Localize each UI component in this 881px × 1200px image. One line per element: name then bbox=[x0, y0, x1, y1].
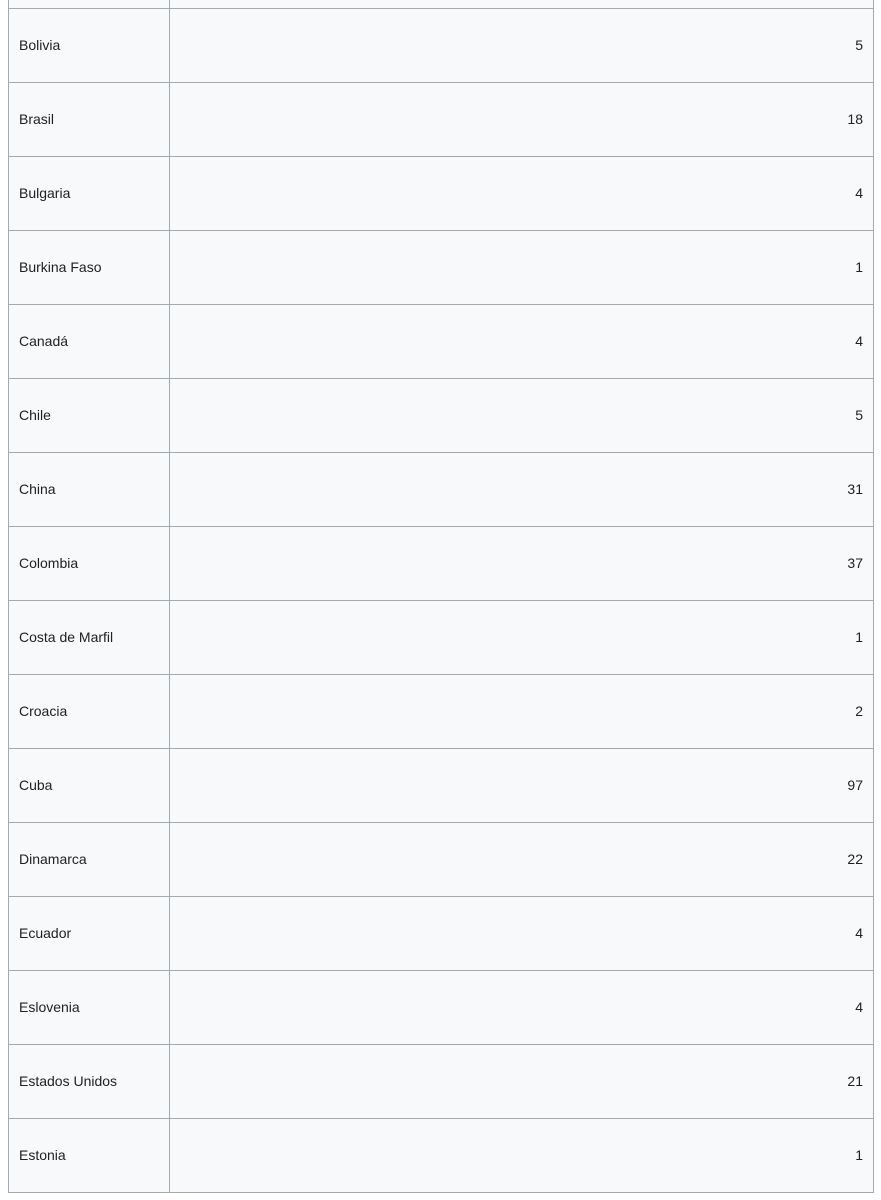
table-row bbox=[9, 1045, 874, 1119]
table-row bbox=[9, 231, 874, 305]
value-cell: 4 bbox=[170, 971, 874, 1045]
country-cell: Estados Unidos bbox=[9, 1045, 170, 1119]
country-cell: Ecuador bbox=[9, 897, 170, 971]
table-row bbox=[9, 601, 874, 675]
country-cell: Canadá bbox=[9, 305, 170, 379]
table-row bbox=[9, 749, 874, 823]
countries-table bbox=[8, 0, 874, 1193]
country-cell: Bulgaria bbox=[9, 157, 170, 231]
value-cell: 4 bbox=[170, 305, 874, 379]
table-row bbox=[9, 9, 874, 83]
value-cell: 37 bbox=[170, 527, 874, 601]
table-row bbox=[9, 897, 874, 971]
value-cell: 5 bbox=[170, 9, 874, 83]
value-cell: 18 bbox=[170, 83, 874, 157]
value-cell: 5 bbox=[170, 379, 874, 453]
country-cell: Estonia bbox=[9, 1119, 170, 1193]
country-cell: Eslovenia bbox=[9, 971, 170, 1045]
table-row bbox=[9, 157, 874, 231]
table-row bbox=[9, 971, 874, 1045]
country-cell: Bolivia bbox=[9, 9, 170, 83]
table-row bbox=[9, 823, 874, 897]
table-row bbox=[9, 675, 874, 749]
country-cell: Costa de Marfil bbox=[9, 601, 170, 675]
value-cell: 4 bbox=[170, 897, 874, 971]
value-cell bbox=[170, 0, 874, 9]
table-row-partial bbox=[9, 0, 874, 9]
value-cell: 22 bbox=[170, 823, 874, 897]
table-row bbox=[9, 83, 874, 157]
table-row bbox=[9, 305, 874, 379]
table-row bbox=[9, 1119, 874, 1193]
country-cell: Cuba bbox=[9, 749, 170, 823]
country-cell: Colombia bbox=[9, 527, 170, 601]
country-cell: Brasil bbox=[9, 83, 170, 157]
value-cell: 1 bbox=[170, 601, 874, 675]
table-row bbox=[9, 453, 874, 527]
value-cell: 21 bbox=[170, 1045, 874, 1119]
value-cell: 31 bbox=[170, 453, 874, 527]
country-cell: Chile bbox=[9, 379, 170, 453]
value-cell: 1 bbox=[170, 231, 874, 305]
table-row bbox=[9, 527, 874, 601]
value-cell: 4 bbox=[170, 157, 874, 231]
country-cell: China bbox=[9, 453, 170, 527]
value-cell: 97 bbox=[170, 749, 874, 823]
value-cell: 1 bbox=[170, 1119, 874, 1193]
country-cell bbox=[9, 0, 170, 9]
value-cell: 2 bbox=[170, 675, 874, 749]
table-row bbox=[9, 379, 874, 453]
country-cell: Croacia bbox=[9, 675, 170, 749]
country-cell: Dinamarca bbox=[9, 823, 170, 897]
country-cell: Burkina Faso bbox=[9, 231, 170, 305]
